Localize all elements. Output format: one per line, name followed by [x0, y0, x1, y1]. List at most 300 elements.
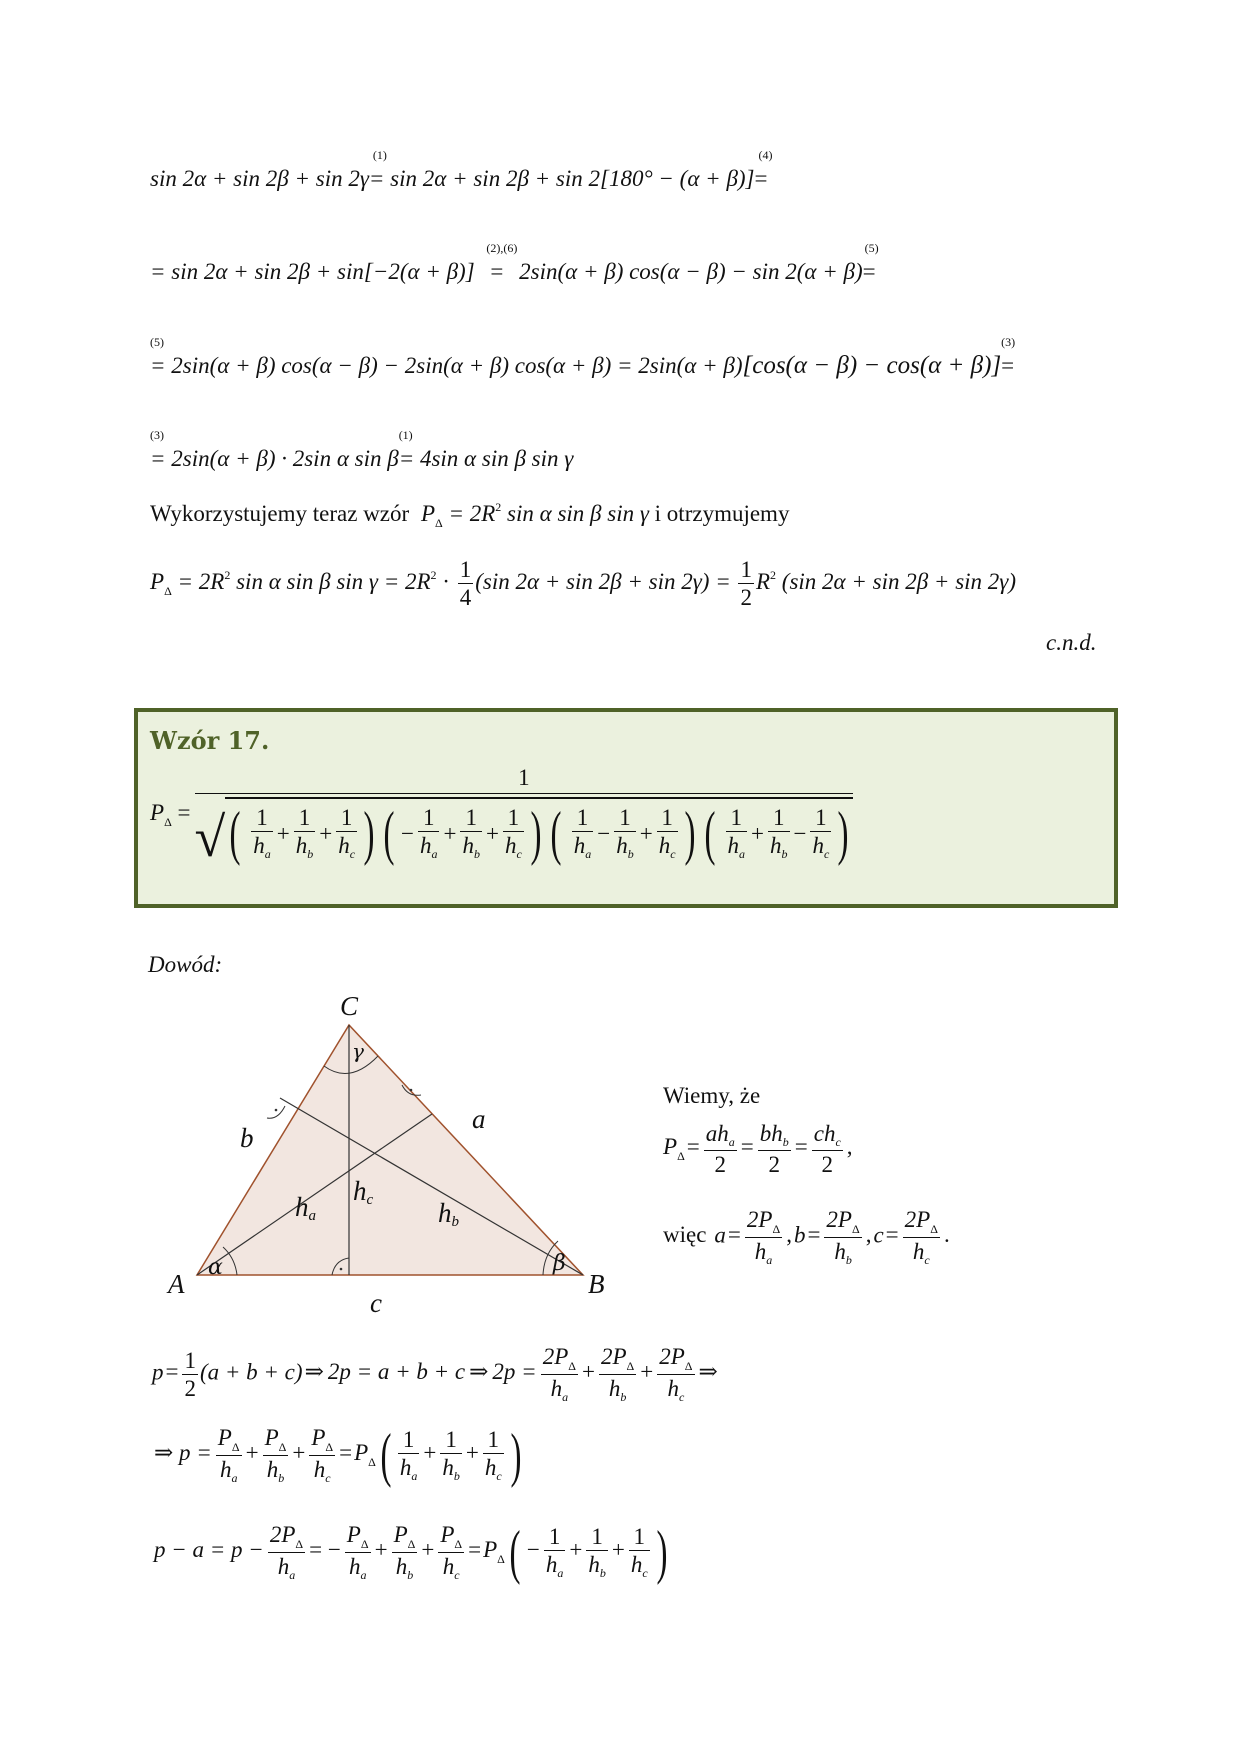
delta-subscript: Δ [325, 1440, 334, 1454]
num [759, 1121, 789, 1149]
h-subscript: b [845, 1253, 852, 1267]
h-symbol [573, 833, 592, 861]
p: p [152, 1359, 164, 1385]
area-symbol-group [393, 1522, 416, 1551]
h-letter: h [462, 833, 474, 858]
side-formulas [663, 1208, 952, 1266]
parenthesis: ( [509, 1519, 521, 1585]
fraction [458, 558, 474, 609]
parenthesis: ) [684, 800, 696, 866]
denominator [657, 832, 678, 860]
numerator: 1 [518, 765, 530, 790]
one: 1 [298, 805, 311, 830]
superscript: 2 [495, 500, 502, 514]
fraction [440, 1428, 462, 1482]
area-symbol: 2P [542, 1344, 569, 1369]
h-symbol [399, 1455, 418, 1483]
text: i otrzymujemy [654, 501, 790, 526]
h-letter: h [266, 1457, 279, 1482]
denominator [309, 1456, 335, 1484]
h-symbol [442, 1554, 460, 1582]
h-symbol [630, 1552, 648, 1580]
h-subscript: a [231, 1471, 238, 1485]
numerator [657, 806, 678, 832]
h-letter: h [219, 1457, 232, 1482]
formula-17 [150, 765, 853, 869]
implies-arrow: ⇒ [304, 1359, 324, 1385]
h-subscript: a [766, 1253, 773, 1267]
fraction [268, 1523, 305, 1581]
equation-line-3 [150, 335, 1016, 379]
h-letter: h [573, 833, 586, 858]
two: 2 [821, 1152, 833, 1177]
ref-label: (5) [150, 335, 164, 349]
right-angle-dot [410, 1089, 413, 1092]
main-fraction [194, 765, 854, 869]
one: 1 [773, 805, 785, 830]
plus: + [423, 1440, 437, 1466]
delta-subscript: Δ [497, 1552, 505, 1567]
delta-subscript: Δ [454, 1537, 463, 1551]
h-letter: h [658, 833, 671, 858]
expr: 2p = [492, 1359, 537, 1385]
denominator [216, 1456, 242, 1484]
h-symbol [667, 1376, 685, 1404]
h-subscript: a [739, 847, 746, 861]
numerator [812, 1122, 843, 1151]
fraction [216, 1426, 242, 1484]
numerator [216, 1426, 242, 1456]
h-letter: h [727, 833, 740, 858]
h-symbol [588, 1552, 606, 1580]
plus: + [292, 1440, 306, 1466]
denominator [460, 832, 482, 860]
h-letter: h [277, 1554, 290, 1579]
num [705, 1121, 735, 1149]
dot: · [442, 568, 450, 594]
h-subscript: c [642, 1566, 648, 1580]
h-symbol [658, 833, 676, 861]
area-symbol-group [269, 1522, 304, 1551]
denominator [614, 832, 636, 860]
denominator [294, 832, 316, 860]
h-subscript: b [781, 847, 788, 861]
h-letter: h [630, 1552, 643, 1577]
h-symbol [266, 1457, 285, 1485]
numerator [251, 806, 273, 832]
h-subscript: b [278, 1471, 285, 1485]
one: 1 [507, 805, 520, 830]
delta-subscript: Δ [278, 1440, 287, 1454]
denominator [398, 1454, 420, 1482]
vertex-c-label: C [340, 991, 359, 1021]
fraction [586, 1525, 608, 1579]
h-subscript: a [308, 1208, 316, 1224]
numerator [657, 1345, 694, 1375]
sign-1: − [401, 820, 414, 846]
area-symbol: 2P [904, 1207, 931, 1232]
fraction [903, 1208, 940, 1266]
numerator: 1 [740, 557, 752, 582]
triangle-figure [160, 990, 630, 1315]
denominator [392, 1553, 418, 1581]
numerator [503, 806, 524, 832]
area-symbol-group [542, 1344, 576, 1373]
fraction [418, 806, 440, 860]
h-symbol [771, 1121, 789, 1149]
h-subscript: b [627, 847, 634, 861]
fraction [336, 806, 357, 860]
fraction [309, 1426, 335, 1484]
equation-line-6 [150, 558, 1016, 609]
numerator [309, 1426, 335, 1456]
denominator [599, 1375, 636, 1403]
h-subscript: a [264, 847, 271, 861]
numerator [392, 1523, 418, 1553]
h-subscript: c [924, 1253, 930, 1267]
h-symbol [545, 1552, 564, 1580]
fraction [768, 806, 790, 860]
numerator [294, 806, 316, 832]
area-symbol: 2P [269, 1522, 296, 1547]
h-subscript: c [496, 1469, 502, 1483]
h-letter: h [399, 1455, 412, 1480]
numerator [345, 1523, 371, 1553]
factor [700, 800, 854, 866]
numerator [726, 806, 748, 832]
sign-3: + [319, 820, 333, 846]
one: 1 [184, 1347, 196, 1373]
one: 1 [591, 1524, 603, 1549]
delta-subscript: Δ [930, 1222, 938, 1236]
equation-p-a [152, 1519, 672, 1585]
implies-arrow: ⇒ [469, 1359, 489, 1385]
factor [225, 800, 379, 866]
h-letter: h [545, 1552, 558, 1577]
delta-subscript: Δ [851, 1222, 860, 1236]
parenthesis: ( [704, 800, 716, 866]
area-symbol: P [663, 1134, 678, 1160]
parenthesis: ( [550, 800, 562, 866]
plus: + [421, 1537, 435, 1563]
area-symbol: P [217, 1425, 232, 1450]
fraction [438, 1523, 464, 1581]
h-letter: h [608, 1376, 621, 1401]
formula: = 2R [448, 501, 496, 526]
h-symbol [253, 833, 271, 861]
numerator [572, 806, 594, 832]
one: 1 [576, 805, 589, 830]
denominator [345, 1553, 371, 1581]
area-symbol-group [311, 1425, 334, 1454]
delta-subscript: Δ [360, 1537, 369, 1551]
expr-lhs: = sin 2α + sin 2β + sin[−2(α + β)] [150, 259, 475, 284]
expr: (sin 2α + sin 2β + sin 2γ) [781, 568, 1017, 594]
superscript: 2 [770, 567, 777, 582]
ref-label: (3) [1001, 335, 1016, 349]
area-symbol: P [150, 568, 165, 594]
delta-subscript: Δ [164, 583, 172, 598]
numerator [398, 1428, 420, 1454]
one: 1 [445, 1427, 457, 1452]
denominator [704, 1151, 737, 1176]
h-subscript: c [678, 1390, 685, 1404]
h-subscript: a [411, 1469, 418, 1483]
area-symbol: P [420, 501, 435, 526]
equation-line-2 [150, 241, 879, 284]
delta-subscript: Δ [435, 516, 443, 530]
numerator [544, 1525, 566, 1551]
one: 1 [340, 805, 353, 830]
delta-subscript: Δ [684, 1359, 693, 1373]
h-subscript: b [407, 1568, 414, 1582]
area-formulas [663, 1122, 855, 1176]
h-symbol [348, 1554, 367, 1582]
equals-sign: = [490, 259, 504, 284]
h-subscript: c [454, 1568, 460, 1582]
area-symbol-group [264, 1425, 287, 1454]
c: c [813, 1121, 824, 1146]
equals-sign: = [165, 1359, 179, 1385]
h-letter: h [823, 1121, 836, 1146]
numerator [629, 1525, 650, 1551]
sign-3: + [639, 820, 653, 846]
two: 2 [768, 1152, 780, 1177]
one: 1 [619, 805, 631, 830]
expr-body: = 2sin(α + β) · 2sin α sin β [150, 446, 399, 471]
text-line-formula-use [150, 500, 789, 531]
ref-label: (1) [372, 148, 387, 162]
h-symbol [442, 1455, 460, 1483]
sign-3: − [793, 820, 807, 846]
h-subscript: c [823, 847, 830, 861]
one: 1 [402, 1427, 415, 1452]
area-symbol: P [440, 1522, 455, 1547]
expr: (sin 2α + sin 2β + sin 2γ) = [475, 568, 731, 594]
text: Wykorzystujemy teraz wzór [150, 501, 410, 526]
sqrt-icon: √ [194, 806, 226, 869]
h-subscript: a [557, 1566, 564, 1580]
area-symbol-group [217, 1425, 240, 1454]
h-letter: h [616, 833, 628, 858]
one: 1 [465, 805, 477, 830]
punct: , [786, 1222, 792, 1248]
denominator [251, 832, 273, 860]
numerator [440, 1428, 462, 1454]
factor [379, 800, 546, 866]
b: b [759, 1121, 772, 1146]
h-letter: h [834, 1239, 846, 1264]
angle-beta-label: β [553, 1251, 566, 1276]
numerator [768, 806, 790, 832]
h-symbol [395, 1554, 414, 1582]
plus: + [581, 1359, 595, 1385]
right-angle-dot [340, 1268, 343, 1271]
one: 1 [815, 805, 827, 830]
numerator [704, 1122, 737, 1151]
expr-bracket: [cos(α − β) − cos(α + β)] [742, 352, 1002, 379]
area-symbol-group [346, 1522, 369, 1551]
equation-line-1 [150, 148, 773, 191]
h-symbol [313, 1457, 331, 1485]
h-symbol [616, 833, 634, 861]
fraction [544, 1525, 566, 1579]
fraction [398, 1428, 420, 1482]
h-letter: h [770, 833, 782, 858]
comma: , [846, 1134, 853, 1160]
area-symbol-group [663, 1134, 685, 1164]
expr: 2p = a + b + c [327, 1359, 466, 1385]
h-symbol [462, 833, 480, 861]
h-subscript: a [289, 1568, 296, 1582]
parenthesis: ) [656, 1519, 668, 1585]
h-subscript: b [782, 1135, 789, 1149]
denominator [572, 832, 594, 860]
delta-subscript: Δ [626, 1359, 635, 1373]
denominator [824, 1238, 861, 1266]
area-symbol: 2P [659, 1344, 685, 1369]
fraction [704, 1122, 737, 1176]
numerator [824, 1208, 861, 1238]
equals-sign: = [1001, 353, 1015, 378]
h-subscript: a [728, 1135, 735, 1149]
h-letter: h [295, 1192, 309, 1222]
fraction [824, 1208, 861, 1266]
numerator [541, 1345, 578, 1375]
formula-box [134, 708, 1118, 908]
right-angle-b [267, 1106, 285, 1118]
vertex-a-label: A [168, 1269, 185, 1299]
h-subscript: c [670, 847, 676, 861]
h-letter: h [338, 833, 350, 858]
numerator [460, 806, 482, 832]
delta-subscript: Δ [772, 1222, 781, 1236]
h-symbol [484, 1455, 502, 1483]
area-symbol: P [483, 1537, 498, 1563]
expr: = 2R [177, 568, 225, 594]
expr: sin α sin β sin γ = 2R [236, 568, 431, 594]
side-c: c [873, 1222, 884, 1248]
h-symbol [912, 1239, 930, 1267]
h-letter: h [912, 1239, 925, 1264]
h-subscript: c [516, 847, 522, 861]
a: a [705, 1121, 718, 1146]
ref-label: (2),(6) [486, 241, 518, 255]
numerator [418, 806, 440, 832]
denominator [745, 1238, 782, 1266]
parenthesis: ( [380, 1422, 392, 1488]
fraction [810, 806, 831, 860]
h-symbol [834, 1239, 852, 1267]
superscript: 2 [430, 567, 437, 582]
expr: ⇒ p = [154, 1440, 212, 1466]
h-letter: h [442, 1455, 454, 1480]
h-symbol [608, 1376, 627, 1404]
equation-p-1 [152, 1345, 720, 1403]
fraction [503, 806, 524, 860]
denominator [657, 1375, 694, 1403]
h-subscript: a [431, 847, 438, 861]
equation-p-2 [152, 1422, 526, 1488]
denominator [629, 1551, 650, 1579]
denominator [903, 1238, 940, 1266]
fraction [541, 1345, 578, 1403]
area-symbol: 2P [600, 1344, 627, 1369]
numerator [758, 1122, 791, 1151]
h-letter: h [442, 1554, 455, 1579]
plus: + [374, 1537, 388, 1563]
plus: + [569, 1537, 583, 1563]
parenthesis: ( [229, 800, 241, 866]
delta-subscript: Δ [677, 1149, 685, 1164]
h-letter: h [348, 1554, 361, 1579]
denominator [810, 832, 831, 860]
h-symbol [550, 1376, 569, 1404]
equals-sign: = [862, 259, 876, 284]
h-letter: h [395, 1554, 408, 1579]
h-symbol [419, 833, 438, 861]
h-letter: h [588, 1552, 600, 1577]
triangle-fill [197, 1025, 583, 1275]
fraction [629, 1525, 650, 1579]
numerator: 1 [459, 557, 472, 582]
fraction [483, 1428, 504, 1482]
angle-gamma-label: γ [352, 1039, 364, 1063]
fraction [599, 1345, 636, 1403]
fraction [738, 558, 754, 609]
area-symbol-group [483, 1537, 505, 1567]
fraction [657, 1345, 694, 1403]
numerator [438, 1523, 464, 1553]
h-letter: h [667, 1376, 679, 1401]
delta-subscript: Δ [368, 1455, 376, 1470]
numerator [263, 1426, 289, 1456]
h-subscript: b [620, 1390, 627, 1404]
denominator [440, 1454, 462, 1482]
num [813, 1121, 841, 1149]
h-subscript: b [453, 1469, 460, 1483]
h-letter: h [717, 1121, 729, 1146]
h-letter: h [550, 1376, 563, 1401]
h-symbol [770, 833, 788, 861]
numerator [586, 1525, 608, 1551]
h-subscript: a [562, 1390, 569, 1404]
two: 2 [714, 1152, 727, 1177]
ref-label: (1) [398, 428, 413, 442]
parenthesis: ( [383, 800, 395, 866]
h-letter: h [295, 833, 308, 858]
fraction [392, 1523, 418, 1581]
numerator [268, 1523, 305, 1553]
area-symbol-group [904, 1207, 938, 1236]
expr: p − a = p − [154, 1537, 264, 1563]
numerator [903, 1208, 940, 1238]
parenthesis: ) [837, 800, 849, 866]
numerator [483, 1428, 504, 1454]
expr-mid: 2sin(α + β) cos(α − β) − sin 2(α + β) [519, 259, 863, 284]
sign-2: + [276, 820, 290, 846]
punct: , [865, 1222, 872, 1248]
area-symbol-group [354, 1440, 376, 1470]
ref-label: (3) [150, 428, 164, 442]
known-intro: Wiemy, że [663, 1083, 761, 1108]
h-subscript: a [360, 1568, 367, 1582]
denominator [768, 832, 790, 860]
sign-2: + [751, 820, 764, 846]
fraction [460, 806, 482, 860]
h-letter: h [253, 833, 265, 858]
delta-subscript: Δ [407, 1537, 416, 1551]
